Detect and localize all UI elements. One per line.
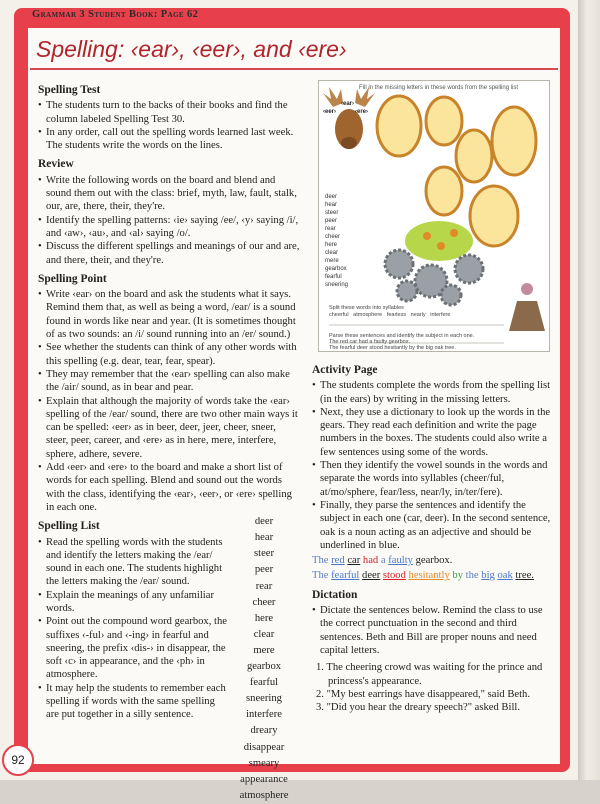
activity-bullet: • The students complete the words from the spelling list (in the ears) by writing in the missing letters. [312, 379, 554, 406]
spelling-word: cheer [252, 596, 276, 608]
ear-shapes [377, 96, 536, 246]
page-title: Spelling: ‹ear›, ‹eer›, and ‹ere› [36, 36, 347, 62]
spelling-word: here [254, 612, 274, 624]
spelling-test-bullet: • The students turn to the backs of their books and find the column labeled Spelling Test 30. [38, 99, 300, 126]
adverb-word: hesitantly [408, 570, 450, 582]
parse-prompt: Parse these sentences and identify the subject in each one. [329, 333, 475, 339]
ws-word: clear [325, 250, 339, 256]
spelling-word: clear [253, 628, 275, 640]
ws-word: fearful [325, 274, 342, 280]
dictation-list [312, 661, 554, 714]
noun-word: car [347, 555, 361, 567]
dragon-icon [405, 221, 473, 261]
spelling-point-bullet: • Write ‹ear› on the board and ask the students what it says. Remind them that, as well as being a word, /ear/ is a sound found in words like near and year. (It is sometimes thought of as two sounds: an /i/ sound running into an /er/ sound.) [38, 288, 300, 341]
dictation-item: 2. "My best earrings have disappeared," said Beth. [316, 688, 530, 700]
determiner-word: The [312, 555, 329, 567]
adjective-word: faulty [388, 555, 413, 567]
activity-page-heading: Activity Page [312, 364, 378, 376]
spelling-word: deer [254, 516, 274, 528]
adjective-word: big [481, 570, 495, 582]
adjective-word: fearful [331, 570, 360, 582]
dictation-item: 3. "Did you hear the dreary speech?" asked Bill. [316, 702, 520, 714]
left-column [38, 78, 300, 804]
review-heading: Review [38, 158, 74, 171]
spelling-word: sneering [246, 693, 282, 705]
spelling-word: peer [254, 564, 274, 576]
spelling-word-list [228, 514, 300, 804]
spelling-list-heading: Spelling List [38, 520, 100, 533]
ws-word: peer [325, 218, 338, 224]
spelling-word: steer [254, 548, 274, 560]
verb-word: had [362, 555, 379, 567]
preposition-word: by [452, 570, 463, 582]
review-bullet: • Discuss the different spellings and meanings of our and are, and there, their, and they're. [38, 240, 300, 267]
review-bullet: • Write the following words on the board and blend and sound them out with the class: brief, myth, law, fault, stalk, our, are, there, their, they're. [38, 174, 300, 214]
ws-word: hear [325, 202, 338, 208]
activity-bullet: • Next, they use a dictionary to look up the words in the gears. They read each definition and write the page numbers in the boxes. The students could also write a few sentences using some of the words. [312, 406, 554, 459]
syllables-prompt [329, 305, 529, 319]
spelling-point-heading: Spelling Point [38, 272, 107, 285]
spelling-test-heading: Spelling Test [38, 84, 101, 96]
spelling-word: disappear [243, 741, 285, 753]
spelling-word: gearbox [246, 661, 282, 673]
ws-word: rear [325, 226, 336, 232]
spelling-list-bullet: • Point out the compound word gearbox, the suffixes ‹-ful› and ‹-ing› in fearful and sneering, the prefix ‹dis-› in disappear, the soft ‹c› in appearance, and the ‹ph› in atmosphere. [38, 615, 228, 681]
spelling-list-bullet: • Explain the meanings of any unfamiliar words. [38, 589, 228, 616]
spelling-point-bullet: • They may remember that the ‹ear› spelling can also make the /air/ sound, as in bear and pear. [38, 368, 300, 395]
ws-word: here [325, 242, 338, 248]
parsed-sentence-2 [312, 569, 554, 582]
dictation-bullet: • Dictate the sentences below. Remind the class to use the correct punctuation in the second and third sentences. Beth and Bill are proper nouns and need capital letters. [312, 604, 554, 657]
spelling-word: appearance [240, 773, 288, 785]
determiner-word: the [465, 570, 479, 582]
noun-word: tree. [515, 570, 534, 582]
spelling-list-bullet: • Read the spelling words with the students and identify the letters making the /ear/ sound in each one. The students highlight the letters making the /ear/ sound. [38, 536, 228, 589]
spelling-list-section [38, 514, 300, 804]
determiner-word: a [380, 555, 386, 567]
eer-label: ‹eer› [323, 109, 337, 115]
syllable-word: interfere [430, 312, 451, 318]
worksheet-thumbnail [318, 80, 550, 352]
ear-label: ‹ear› [341, 101, 355, 107]
worksheet-word-list [325, 193, 373, 289]
moose-icon [323, 87, 375, 149]
right-column [312, 358, 554, 714]
adjective-word: oak [497, 570, 513, 582]
spelling-word: rear [255, 580, 273, 592]
ws-word: cheer [325, 234, 341, 240]
ws-sentence: The red car had a faulty gearbox. [329, 339, 411, 345]
dictation-heading: Dictation [312, 588, 358, 601]
syllable-word: nearly [410, 312, 426, 318]
spelling-word: hear [254, 532, 274, 544]
ws-sentence: The fearful deer stood hesitantly by the big oak tree. [329, 345, 456, 351]
ws-word: deer [325, 194, 338, 200]
spelling-point-bullet: • Explain that although the majority of words take the ‹ear› spelling of the /ear/ sound, there are two other main ways it can be spelled: ‹eer› as in beer, deer, jeer, cheer, sneer, steer, peer, career, and ‹ere› as in here, mere, interfere, sphere, adhere, severe. [38, 395, 300, 461]
ere-label: ‹ere› [355, 109, 369, 115]
spelling-word: dreary [250, 725, 278, 737]
spelling-word: fearful [249, 677, 279, 689]
verb-word: stood [382, 570, 406, 582]
spelling-word: interfere [246, 709, 282, 721]
spelling-point-bullet: • See whether the students can think of any other words with this spelling (e.g. dear, tear, fear, spear). [38, 341, 300, 368]
review-bullet: • Identify the spelling patterns: ‹ie› saying /ee/, ‹y› saying /i/, and ‹aw›, ‹au›, and ‹al› saying /o/. [38, 214, 300, 241]
worksheet-instruction: Fill in the missing letters in these words from the spelling list [359, 85, 519, 91]
ws-word: sneering [325, 282, 349, 288]
syllable-word: atmosphere [353, 312, 383, 318]
syllable-word: fearless [386, 312, 407, 318]
spelling-list-bullet: • It may help the students to remember each spelling if words with the same spelling are put together in a silly sentence. [38, 682, 228, 722]
activity-bullet: • Finally, they parse the sentences and identify the subject in each one (car, deer). In the second sentence, oak is a noun acting as an adjective and should be underlined in blue. [312, 499, 554, 552]
spelling-test-bullet: • In any order, call out the spelling words learned last week. The students write the words on the lines. [38, 126, 300, 153]
spelling-word: mere [253, 644, 275, 656]
ws-word: mere [325, 258, 339, 264]
parse-section [329, 333, 529, 351]
syllable-word: cheerful [329, 312, 349, 318]
ws-word: steer [325, 210, 339, 216]
page-spine [578, 0, 600, 780]
spelling-word: atmosphere [239, 789, 289, 801]
dictation-item: 1. The cheering crowd was waiting for the prince and princess's appearance. [316, 662, 543, 687]
adjective-word: red [331, 555, 345, 567]
title-divider [30, 68, 558, 70]
noun-word: deer [362, 570, 381, 582]
spelling-word: smeary [248, 757, 280, 769]
page-number: 92 [2, 744, 34, 776]
noun-word: gearbox. [415, 555, 453, 567]
ws-word: gearbox [325, 266, 347, 272]
parsed-sentence-1 [312, 554, 554, 567]
activity-bullet: • Then they identify the vowel sounds in the words and separate the words into syllables (cheer/ful, at/mo/sphere, fear/less, near/ly, in/ter/fere). [312, 459, 554, 499]
page-header: Grammar 3 Student Book: Page 62 [32, 9, 199, 20]
syllables-prompt-text: Split these words into syllables [329, 305, 404, 311]
determiner-word: The [312, 570, 329, 582]
spelling-point-bullet: • Add ‹eer› and ‹ere› to the board and make a short list of words for each spelling. Blend and sound out the words with the class, identifying the ‹ear›, ‹eer›, or ‹ere› spelling in each one. [38, 461, 300, 514]
